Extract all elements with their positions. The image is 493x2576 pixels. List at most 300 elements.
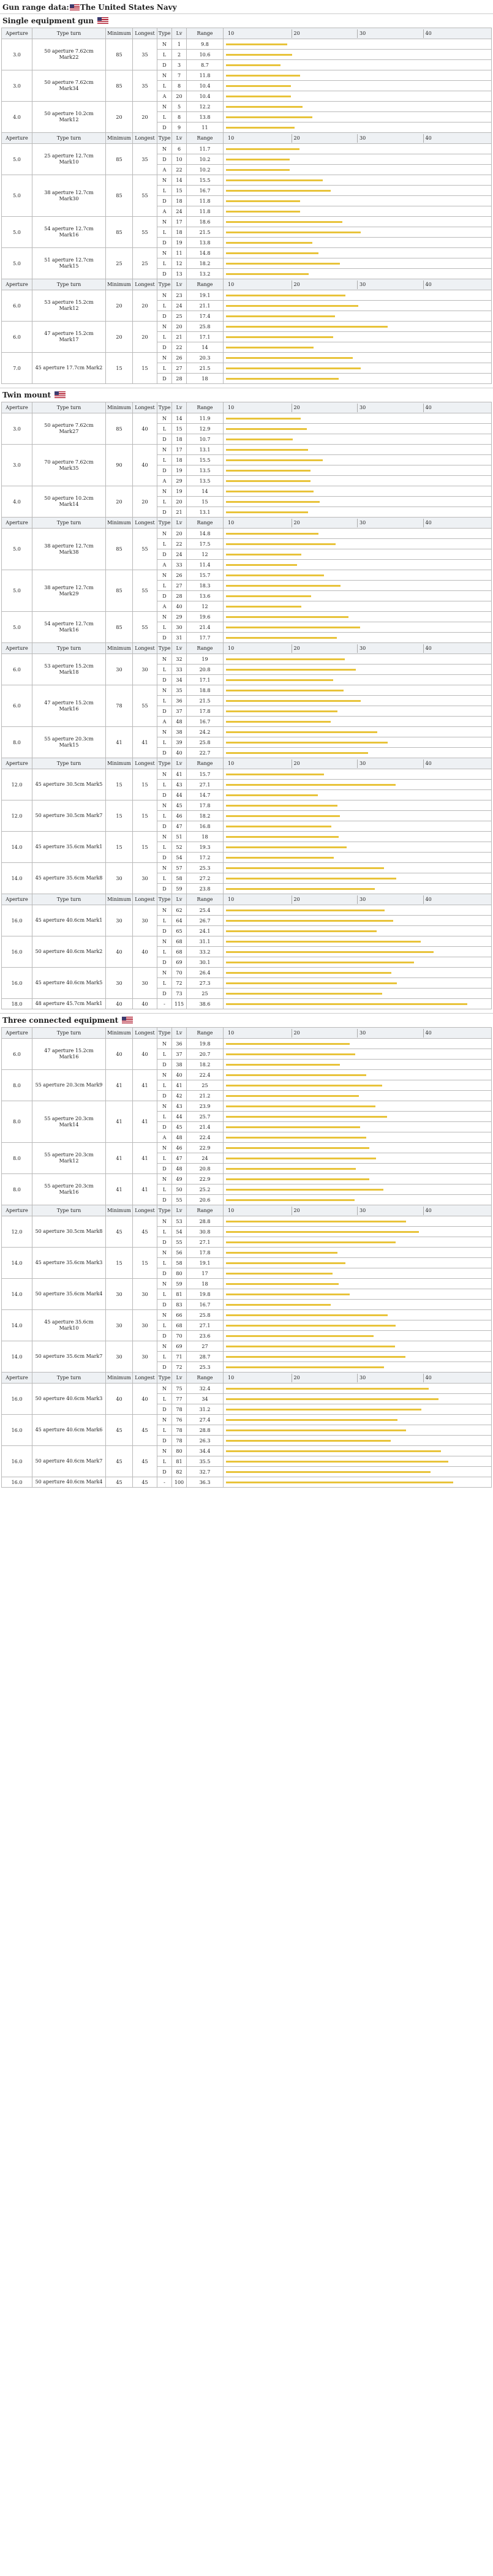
range-bar-cell bbox=[224, 560, 492, 570]
section-title-text: Three connected equipment bbox=[2, 1016, 119, 1025]
minimum-cell: 85 bbox=[106, 144, 133, 175]
col-type-header: Type turn bbox=[32, 1028, 106, 1039]
range-value-cell: 27.1 bbox=[187, 1320, 224, 1331]
range-scale bbox=[224, 28, 492, 39]
range-value-cell: 31.2 bbox=[187, 1404, 224, 1415]
type-name: 50 aperture 40.6cm Mark4 bbox=[35, 1479, 103, 1485]
col-typ-header: Type bbox=[157, 894, 172, 905]
range-bar-cell bbox=[224, 1289, 492, 1300]
lv-cell: 73 bbox=[172, 989, 187, 999]
range-scale-tick: 20 bbox=[292, 134, 358, 143]
minimum-cell: 40 bbox=[106, 1039, 133, 1070]
col-typ-header: Type bbox=[157, 279, 172, 290]
lv-cell: 18 bbox=[172, 196, 187, 206]
range-value-cell: 18.8 bbox=[187, 685, 224, 696]
range-scale-tick: 30 bbox=[357, 519, 423, 527]
range-bar-cell bbox=[224, 665, 492, 675]
range-bar bbox=[226, 169, 290, 171]
type-code-cell: L bbox=[157, 1153, 172, 1164]
range-value-cell: 18.2 bbox=[187, 258, 224, 269]
range-bar bbox=[226, 1178, 369, 1180]
lv-cell: 18 bbox=[172, 227, 187, 238]
lv-cell: 30 bbox=[172, 622, 187, 633]
type-code-cell: N bbox=[157, 800, 172, 811]
range-bar bbox=[226, 1388, 429, 1390]
range-value-cell: 17.4 bbox=[187, 311, 224, 322]
range-value-cell: 15.7 bbox=[187, 570, 224, 581]
type-code-cell: N bbox=[157, 1310, 172, 1320]
range-value-cell: 26.7 bbox=[187, 916, 224, 926]
lv-cell: 27 bbox=[172, 581, 187, 591]
type-cell bbox=[32, 612, 106, 643]
type-cell bbox=[32, 217, 106, 248]
type-code-cell: A bbox=[157, 717, 172, 727]
type-code-cell: L bbox=[157, 1320, 172, 1331]
range-bar bbox=[226, 491, 314, 492]
longest-cell: 41 bbox=[133, 727, 157, 758]
range-bar bbox=[226, 1221, 406, 1222]
lv-cell: 41 bbox=[172, 769, 187, 780]
lv-cell: 32 bbox=[172, 654, 187, 665]
col-typ-header: Type bbox=[157, 1028, 172, 1039]
range-bar-cell bbox=[224, 581, 492, 591]
range-bar bbox=[226, 637, 337, 639]
col-lv-header: Lv bbox=[172, 402, 187, 413]
minimum-cell: 30 bbox=[106, 905, 133, 936]
type-code-cell: D bbox=[157, 748, 172, 758]
type-cell bbox=[32, 353, 106, 384]
range-bar-cell bbox=[224, 1153, 492, 1164]
lv-cell: 11 bbox=[172, 248, 187, 258]
type-name: 50 aperture 7.62cm Mark22 bbox=[44, 48, 94, 60]
lv-cell: 44 bbox=[172, 1112, 187, 1122]
type-name: 55 aperture 20.3cm Mark15 bbox=[44, 736, 94, 748]
range-scale-tick: 10 bbox=[228, 760, 235, 766]
lv-cell: 8 bbox=[172, 112, 187, 122]
table-row bbox=[2, 1446, 492, 1456]
range-scale-ticks bbox=[226, 404, 489, 412]
range-bar-cell bbox=[224, 529, 492, 539]
type-cell bbox=[32, 144, 106, 175]
range-bar bbox=[226, 1304, 331, 1306]
col-aperture-header: Aperture bbox=[2, 894, 32, 905]
type-code-cell: N bbox=[157, 570, 172, 581]
range-bar bbox=[226, 595, 311, 597]
minimum-cell: 15 bbox=[106, 800, 133, 832]
range-bar bbox=[226, 1053, 355, 1055]
range-scale-tick: 10 bbox=[228, 281, 235, 287]
range-bar bbox=[226, 1241, 396, 1243]
range-bar bbox=[226, 690, 344, 691]
minimum-cell: 45 bbox=[106, 1216, 133, 1248]
longest-cell: 45 bbox=[133, 1477, 157, 1488]
type-code-cell: D bbox=[157, 1091, 172, 1101]
range-bar bbox=[226, 951, 434, 953]
type-code-cell: N bbox=[157, 1143, 172, 1153]
range-value-cell: 17.5 bbox=[187, 539, 224, 549]
range-value-cell: 24.1 bbox=[187, 926, 224, 936]
range-bar bbox=[226, 378, 339, 380]
type-cell bbox=[32, 1248, 106, 1279]
lv-cell: 43 bbox=[172, 1101, 187, 1112]
table-row bbox=[2, 1174, 492, 1184]
range-value-cell: 15.5 bbox=[187, 175, 224, 186]
range-bar bbox=[226, 428, 307, 430]
range-bar-cell bbox=[224, 165, 492, 175]
range-bar-cell bbox=[224, 853, 492, 863]
table-row bbox=[2, 1101, 492, 1112]
type-cell bbox=[32, 800, 106, 832]
range-bar-cell bbox=[224, 1070, 492, 1080]
type-name: 45 aperture 40.6cm Mark6 bbox=[35, 1427, 103, 1433]
lv-cell: 6 bbox=[172, 144, 187, 154]
range-bar-cell bbox=[224, 821, 492, 832]
range-bar bbox=[226, 1116, 387, 1118]
type-name: 50 aperture 7.62cm Mark27 bbox=[44, 423, 94, 434]
col-aperture-header: Aperture bbox=[2, 1028, 32, 1039]
lv-cell: 55 bbox=[172, 1237, 187, 1248]
range-value-cell: 12 bbox=[187, 601, 224, 612]
lv-cell: 58 bbox=[172, 873, 187, 884]
range-bar-cell bbox=[224, 311, 492, 322]
range-bar bbox=[226, 263, 340, 265]
table-row bbox=[2, 486, 492, 497]
type-name: 45 aperture 40.6cm Mark5 bbox=[35, 980, 103, 985]
lv-cell: 70 bbox=[172, 1331, 187, 1341]
type-code-cell: D bbox=[157, 1362, 172, 1373]
range-bar bbox=[226, 1482, 453, 1483]
range-value-cell: 25.3 bbox=[187, 1362, 224, 1373]
range-value-cell: 14.8 bbox=[187, 248, 224, 258]
range-bar bbox=[226, 1325, 396, 1327]
range-value-cell: 19.8 bbox=[187, 1289, 224, 1300]
lv-cell: 38 bbox=[172, 1060, 187, 1070]
type-name: 47 aperture 15.2cm Mark17 bbox=[44, 331, 94, 342]
type-code-cell: D bbox=[157, 1436, 172, 1446]
type-cell bbox=[32, 1070, 106, 1101]
range-bar bbox=[226, 815, 340, 817]
type-code-cell: N bbox=[157, 905, 172, 916]
range-bar bbox=[226, 543, 336, 545]
col-range-header: Range bbox=[187, 402, 224, 413]
range-bar bbox=[226, 1189, 383, 1191]
lv-cell: 80 bbox=[172, 1268, 187, 1279]
range-scale-tick: 20 bbox=[292, 404, 358, 412]
aperture-cell: 4.0 bbox=[2, 486, 32, 518]
col-minimum-header: Minimum bbox=[106, 133, 133, 144]
aperture-cell: 3.0 bbox=[2, 70, 32, 102]
range-value-cell: 28.8 bbox=[187, 1425, 224, 1436]
lv-cell: 66 bbox=[172, 1310, 187, 1320]
type-code-cell: D bbox=[157, 706, 172, 717]
lv-cell: 48 bbox=[172, 1132, 187, 1143]
lv-cell: 24 bbox=[172, 206, 187, 217]
longest-cell: 20 bbox=[133, 102, 157, 133]
aperture-cell: 16.0 bbox=[2, 968, 32, 999]
type-code-cell: L bbox=[157, 227, 172, 238]
range-bar bbox=[226, 721, 331, 723]
range-bar bbox=[226, 774, 324, 775]
col-range-header: Range bbox=[187, 894, 224, 905]
col-type-header: Type turn bbox=[32, 1205, 106, 1216]
range-bar bbox=[226, 480, 310, 482]
page-title: Gun range data: The United States Navy bbox=[2, 3, 177, 12]
lv-cell: 62 bbox=[172, 905, 187, 916]
range-bar-cell bbox=[224, 539, 492, 549]
type-name: 38 aperture 12.7cm Mark29 bbox=[44, 584, 94, 597]
aperture-cell: 6.0 bbox=[2, 1039, 32, 1070]
range-bar bbox=[226, 347, 314, 348]
range-bar bbox=[226, 1231, 419, 1233]
range-bar bbox=[226, 1346, 395, 1347]
range-scale-ticks bbox=[226, 644, 489, 653]
type-code-cell: - bbox=[157, 999, 172, 1009]
longest-cell: 41 bbox=[133, 1143, 157, 1174]
range-value-cell: 25.2 bbox=[187, 1184, 224, 1195]
header-row bbox=[2, 643, 492, 654]
range-scale-tick: 10 bbox=[228, 896, 235, 902]
header-row bbox=[2, 402, 492, 413]
range-bar bbox=[226, 1471, 431, 1473]
range-value-cell: 21.2 bbox=[187, 1091, 224, 1101]
type-code-cell: N bbox=[157, 832, 172, 842]
range-value-cell: 15.7 bbox=[187, 769, 224, 780]
range-bar-cell bbox=[224, 811, 492, 821]
type-name: 38 aperture 12.7cm Mark38 bbox=[44, 543, 94, 555]
range-bar-cell bbox=[224, 999, 492, 1009]
type-code-cell: N bbox=[157, 968, 172, 978]
range-bar-cell bbox=[224, 570, 492, 581]
section-title bbox=[0, 1013, 493, 1027]
aperture-cell: 7.0 bbox=[2, 353, 32, 384]
table-row bbox=[2, 936, 492, 947]
lv-cell: 70 bbox=[172, 968, 187, 978]
range-bar-cell bbox=[224, 227, 492, 238]
type-code-cell: N bbox=[157, 1216, 172, 1227]
lv-cell: 8 bbox=[172, 81, 187, 91]
table-row bbox=[2, 999, 492, 1009]
range-value-cell: 10.2 bbox=[187, 165, 224, 175]
type-code-cell: N bbox=[157, 175, 172, 186]
range-value-cell: 23.9 bbox=[187, 1101, 224, 1112]
aperture-cell: 16.0 bbox=[2, 1384, 32, 1415]
range-bar-cell bbox=[224, 1467, 492, 1477]
type-code-cell: L bbox=[157, 497, 172, 507]
table-row bbox=[2, 529, 492, 539]
lv-cell: 56 bbox=[172, 1248, 187, 1258]
range-value-cell: 18 bbox=[187, 374, 224, 384]
type-name: 55 aperture 20.3cm Mark14 bbox=[44, 1115, 94, 1128]
longest-cell: 40 bbox=[133, 1039, 157, 1070]
range-scale-tick: 20 bbox=[292, 281, 358, 289]
range-bar bbox=[226, 1314, 388, 1316]
range-value-cell: 10.2 bbox=[187, 154, 224, 165]
table-row bbox=[2, 863, 492, 873]
type-code-cell: N bbox=[157, 529, 172, 539]
range-scale-tick: 40 bbox=[423, 1207, 489, 1215]
range-bar-cell bbox=[224, 1237, 492, 1248]
type-code-cell: L bbox=[157, 978, 172, 989]
range-bar bbox=[226, 1409, 421, 1410]
aperture-cell: 16.0 bbox=[2, 905, 32, 936]
type-name: 45 aperture 35.6cm Mark3 bbox=[35, 1260, 103, 1265]
range-value-cell: 24 bbox=[187, 1153, 224, 1164]
range-bar-cell bbox=[224, 1132, 492, 1143]
lv-cell: 18 bbox=[172, 434, 187, 445]
range-bar bbox=[226, 449, 308, 451]
col-aperture-header: Aperture bbox=[2, 133, 32, 144]
range-bar bbox=[226, 533, 318, 535]
minimum-cell: 41 bbox=[106, 1174, 133, 1205]
type-cell bbox=[32, 1310, 106, 1341]
range-bar-cell bbox=[224, 1216, 492, 1227]
table-row bbox=[2, 654, 492, 665]
type-code-cell: D bbox=[157, 591, 172, 601]
type-cell bbox=[32, 290, 106, 322]
range-value-cell: 33.2 bbox=[187, 947, 224, 957]
aperture-cell: 8.0 bbox=[2, 1101, 32, 1143]
col-minimum-header: Minimum bbox=[106, 758, 133, 769]
minimum-cell: 30 bbox=[106, 1310, 133, 1341]
minimum-cell: 45 bbox=[106, 1415, 133, 1446]
range-bar bbox=[226, 564, 297, 566]
table-row bbox=[2, 1143, 492, 1153]
col-lv-header: Lv bbox=[172, 643, 187, 654]
col-typ-header: Type bbox=[157, 133, 172, 144]
minimum-cell: 15 bbox=[106, 1248, 133, 1279]
table-row bbox=[2, 217, 492, 227]
range-value-cell: 21.4 bbox=[187, 622, 224, 633]
range-value-cell: 38.6 bbox=[187, 999, 224, 1009]
aperture-cell: 6.0 bbox=[2, 685, 32, 727]
longest-cell: 55 bbox=[133, 217, 157, 248]
col-lv-header: Lv bbox=[172, 758, 187, 769]
range-bar-cell bbox=[224, 936, 492, 947]
col-minimum-header: Minimum bbox=[106, 1373, 133, 1384]
lv-cell: 46 bbox=[172, 811, 187, 821]
longest-cell: 30 bbox=[133, 1310, 157, 1341]
table-row bbox=[2, 832, 492, 842]
type-cell bbox=[32, 1415, 106, 1446]
range-value-cell: 20.6 bbox=[187, 1195, 224, 1205]
aperture-cell: 8.0 bbox=[2, 727, 32, 758]
aperture-cell: 16.0 bbox=[2, 1477, 32, 1488]
longest-cell: 55 bbox=[133, 685, 157, 727]
range-bar bbox=[226, 179, 323, 181]
range-scale-tick: 10 bbox=[228, 135, 235, 141]
range-bar bbox=[226, 1429, 406, 1431]
range-bar-cell bbox=[224, 424, 492, 434]
table-row bbox=[2, 445, 492, 455]
col-type-header: Type turn bbox=[32, 643, 106, 654]
type-cell bbox=[32, 70, 106, 102]
type-code-cell: L bbox=[157, 1289, 172, 1300]
range-bar-cell bbox=[224, 1341, 492, 1352]
col-range-header: Range bbox=[187, 518, 224, 529]
type-cell bbox=[32, 968, 106, 999]
range-bar-cell bbox=[224, 269, 492, 279]
lv-cell: 82 bbox=[172, 1467, 187, 1477]
type-code-cell: N bbox=[157, 863, 172, 873]
minimum-cell: 90 bbox=[106, 445, 133, 486]
table-row bbox=[2, 1415, 492, 1425]
aperture-cell: 12.0 bbox=[2, 800, 32, 832]
range-scale-ticks bbox=[226, 1207, 489, 1215]
range-value-cell: 34.4 bbox=[187, 1446, 224, 1456]
type-code-cell: N bbox=[157, 353, 172, 363]
minimum-cell: 85 bbox=[106, 529, 133, 570]
table-row bbox=[2, 290, 492, 301]
type-code-cell: N bbox=[157, 654, 172, 665]
range-value-cell: 14 bbox=[187, 486, 224, 497]
type-code-cell: N bbox=[157, 936, 172, 947]
range-bar bbox=[226, 1105, 375, 1107]
type-code-cell: D bbox=[157, 1195, 172, 1205]
lv-cell: 17 bbox=[172, 445, 187, 455]
type-cell bbox=[32, 832, 106, 863]
range-bar-cell bbox=[224, 363, 492, 374]
col-longest-header: Longest bbox=[133, 1373, 157, 1384]
col-longest-header: Longest bbox=[133, 402, 157, 413]
range-value-cell: 21.5 bbox=[187, 363, 224, 374]
type-name: 45 aperture 30.5cm Mark5 bbox=[35, 781, 103, 787]
range-bar-cell bbox=[224, 186, 492, 196]
range-bar bbox=[226, 1461, 448, 1463]
col-minimum-header: Minimum bbox=[106, 643, 133, 654]
header-row bbox=[2, 279, 492, 290]
range-bar-cell bbox=[224, 497, 492, 507]
col-aperture-header: Aperture bbox=[2, 402, 32, 413]
range-bar bbox=[226, 1262, 345, 1264]
type-code-cell: D bbox=[157, 238, 172, 248]
lv-cell: 77 bbox=[172, 1394, 187, 1404]
minimum-cell: 41 bbox=[106, 1143, 133, 1174]
lv-cell: 37 bbox=[172, 1049, 187, 1060]
type-code-cell: D bbox=[157, 1164, 172, 1174]
type-cell bbox=[32, 999, 106, 1009]
lv-cell: 69 bbox=[172, 957, 187, 968]
range-bar bbox=[226, 731, 377, 733]
type-name: 45 aperture 35.6cm Mark10 bbox=[44, 1319, 94, 1331]
col-minimum-header: Minimum bbox=[106, 402, 133, 413]
range-bar-cell bbox=[224, 769, 492, 780]
range-bar bbox=[226, 1273, 333, 1275]
type-cell bbox=[32, 936, 106, 968]
minimum-cell: 85 bbox=[106, 70, 133, 102]
range-bar bbox=[226, 1003, 467, 1005]
range-value-cell: 27 bbox=[187, 1341, 224, 1352]
range-bar-cell bbox=[224, 290, 492, 301]
header-row bbox=[2, 518, 492, 529]
range-bar-cell bbox=[224, 91, 492, 102]
lv-cell: 78 bbox=[172, 1425, 187, 1436]
longest-cell: 15 bbox=[133, 832, 157, 863]
range-bar-cell bbox=[224, 549, 492, 560]
aperture-cell: 4.0 bbox=[2, 102, 32, 133]
minimum-cell: 15 bbox=[106, 769, 133, 800]
type-code-cell: - bbox=[157, 1477, 172, 1488]
range-value-cell: 17.7 bbox=[187, 633, 224, 643]
type-code-cell: D bbox=[157, 1404, 172, 1415]
range-scale-tick: 40 bbox=[423, 1029, 489, 1038]
minimum-cell: 30 bbox=[106, 1279, 133, 1310]
range-value-cell: 15 bbox=[187, 497, 224, 507]
range-bar-cell bbox=[224, 591, 492, 601]
longest-cell: 30 bbox=[133, 905, 157, 936]
lv-cell: 53 bbox=[172, 1216, 187, 1227]
lv-cell: 45 bbox=[172, 800, 187, 811]
range-bar-cell bbox=[224, 1279, 492, 1289]
